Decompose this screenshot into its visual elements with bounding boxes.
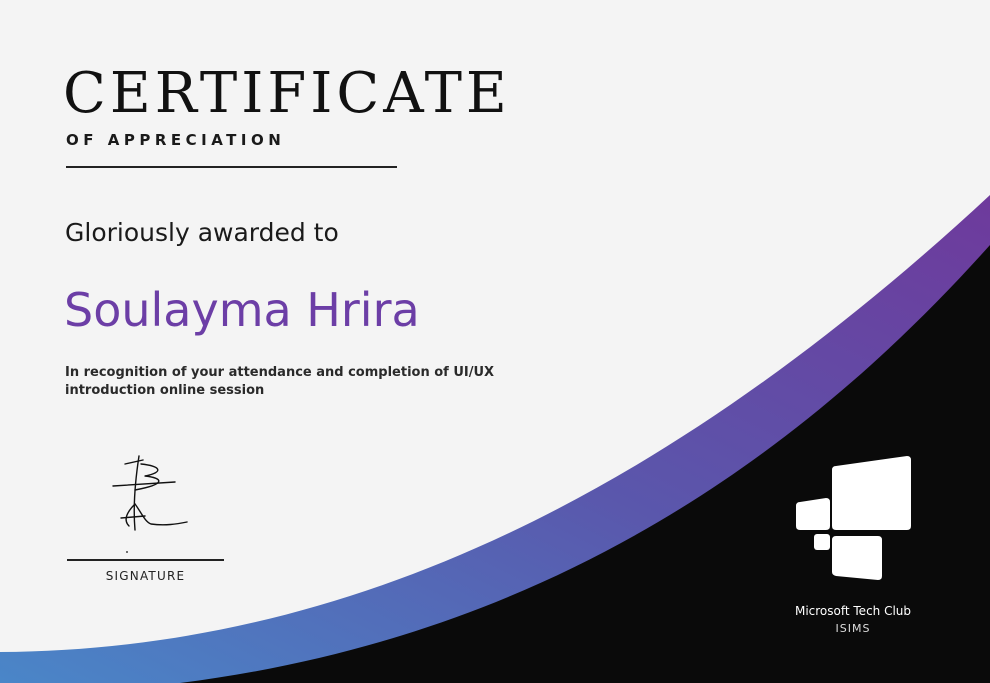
certificate-subtitle: OF APPRECIATION [66, 131, 286, 149]
title-divider [66, 166, 397, 168]
certificate-title: CERTIFICATE [63, 61, 511, 126]
organization-subname: ISIMS [835, 622, 871, 635]
awarded-to-text: Gloriously awarded to [65, 218, 339, 247]
recognition-line-1: In recognition of your attendance and completion of UI/UX [65, 365, 495, 380]
microsoft-tech-club-logo-icon [794, 454, 914, 584]
handwritten-signature [105, 452, 195, 557]
recognition-text [65, 364, 565, 400]
signature-label: SIGNATURE [105, 569, 186, 583]
recognition-line-2: introduction online session [65, 383, 265, 398]
signature-line [67, 559, 224, 561]
organization-name: Microsoft Tech Club [794, 604, 912, 618]
recipient-name: Soulayma Hrira [64, 283, 420, 337]
